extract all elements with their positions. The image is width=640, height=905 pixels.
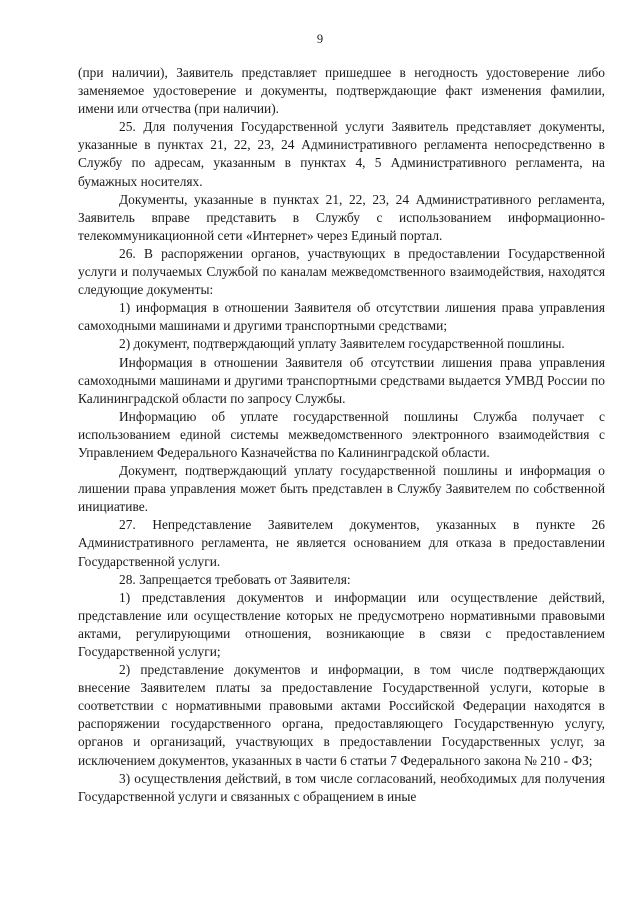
paragraph-fee-info: Информацию об уплате государственной пошлины Служба получает с использованием единой системы межведомственного электронного взаимодействия с Управлением Федерального Казначейства по Калининградской области.	[78, 408, 605, 460]
paragraph-27: 27. Непредставление Заявителем документов, указанных в пункте 26 Административного регламента, не является основанием для отказа в предоставлении Государственной услуги.	[78, 517, 605, 569]
paragraph-documents-online: Документы, указанные в пунктах 21, 22, 23, 24 Административного регламента, Заявитель вправе представить в Службу с использованием информационно-телекоммуникационной сети «Интернет» через Единый портал.	[78, 191, 605, 243]
paragraph-28: 28. Запрещается требовать от Заявителя:	[119, 571, 351, 587]
list-item-28-3: 3) осуществления действий, в том числе согласований, необходимых для получения Государственной услуги и связанных с обращением в иные	[78, 770, 605, 804]
list-item-26-2: 2) документ, подтверждающий уплату Заявителем государственной пошлины.	[119, 336, 565, 352]
document-body	[78, 64, 605, 806]
paragraph-umvd-info: Информация в отношении Заявителя об отсутствии лишения права управления самоходными машинами и другими транспортными средствами выдается УМВД России по Калининградской области по запросу Службы.	[78, 354, 605, 406]
paragraph-26: 26. В распоряжении органов, участвующих в предоставлении Государственной услуги и получаемых Службой по каналам межведомственного взаимодействия, находятся следующие документы:	[78, 245, 605, 298]
page-number: 9	[316, 32, 324, 46]
list-item-28-2: 2) представление документов и информации, в том числе подтверждающих внесение Заявителем платы за предоставление Государственной услуги, которые в соответствии с нормативными правовыми актами Российской Федерации находятся в распоряжении государственного органа, предоставляющего Государственную услугу, органов и организаций, участвующих в предоставлении Государственных услуг, за исключением документов, указанных в части 6 статьи 7 Федерального закона № 210 - ФЗ;	[78, 662, 605, 768]
paragraph-own-initiative: Документ, подтверждающий уплату государственной пошлины и информация о лишении права управления может быть представлен в Службу Заявителем по собственной инициативе.	[78, 463, 605, 515]
list-item-26-1: 1) информация в отношении Заявителя об отсутствии лишения права управления самоходными машинами и другими транспортными средствами;	[78, 300, 605, 334]
list-item-28-1: 1) представления документов и информации или осуществление действий, представление или осуществление которых не предусмотрено нормативными правовыми актами, регулирующими отношения, возникающие в связи с предоставлением Государственной услуги;	[78, 589, 605, 659]
paragraph-continuation: (при наличии), Заявитель представляет пришедшее в негодность удостоверение либо заменяемое удостоверение и документы, подтверждающие факт изменения фамилии, имени или отчества (при наличии).	[78, 65, 605, 117]
paragraph-25: 25. Для получения Государственной услуги Заявитель представляет документы, указанные в пунктах 21, 22, 23, 24 Административного регламента непосредственно в Службу по адресам, указанным в пунктах 4, 5 Административного регламента, на бумажных носителях.	[78, 119, 605, 189]
